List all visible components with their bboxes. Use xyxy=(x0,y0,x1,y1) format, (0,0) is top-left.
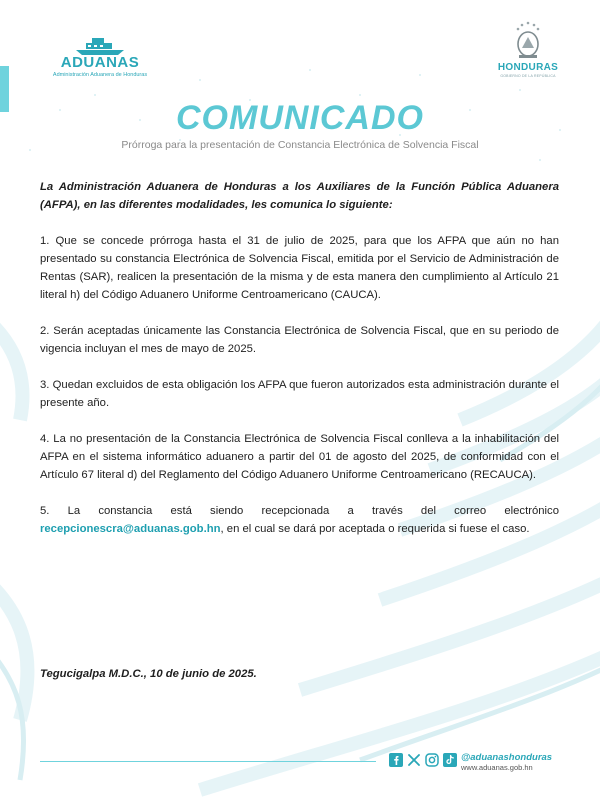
honduras-logo xyxy=(490,20,566,88)
item-3: 3. Quedan excluidos de esta obligación los AFPA que fueron autorizados esta administración durante el presente año. xyxy=(40,379,559,409)
document-subtitle: Prórroga para la presentación de Constancia Electrónica de Solvencia Fiscal xyxy=(121,139,479,151)
tiktok-icon[interactable] xyxy=(443,753,457,767)
facebook-icon[interactable] xyxy=(389,753,403,767)
intro-paragraph: La Administración Aduanera de Honduras a los Auxiliares de la Función Pública Aduanera (AFPA), en las diferentes modalidades, les comunica lo siguiente: xyxy=(40,181,559,211)
x-icon[interactable] xyxy=(407,753,421,767)
footer-divider xyxy=(40,761,376,762)
social-handle[interactable]: @aduanashonduras xyxy=(461,752,553,763)
item-5-text-before: 5. La constancia está siendo recepcionada a través del correo electrónico xyxy=(40,505,559,517)
honduras-logo-subtitle: GOBIERNO DE LA REPÚBLICA xyxy=(500,74,556,78)
aduanas-wordmark: ADUANAS xyxy=(60,54,140,71)
website-link[interactable]: www.aduanas.gob.hn xyxy=(461,763,533,772)
honduras-wordmark: HONDURAS xyxy=(497,62,559,73)
document-title: COMUNICADO xyxy=(176,99,424,137)
item-5 xyxy=(40,502,559,538)
item-1: 1. Que se concede prórroga hasta el 31 de julio de 2025, para que los AFPA que aún no han presentado su constancia Electrónica de Solvencia Fiscal, emitida por el Servicio de Administración de Rentas (SAR), realicen la presentación de la misma y de esta manera den cumplimiento al Artículo 21 literal h) del Código Aduanero Uniforme Centroamericano (CAUCA). xyxy=(40,235,559,301)
coat-of-arms-icon xyxy=(513,20,543,60)
email-link[interactable]: recepcionescra@aduanas.gob.hn xyxy=(40,523,221,535)
ship-icon xyxy=(72,36,128,56)
document-body xyxy=(40,178,559,538)
instagram-icon[interactable] xyxy=(425,753,439,767)
item-4: 4. La no presentación de la Constancia Electrónica de Solvencia Fiscal conlleva a la inhabilitación del AFPA en el sistema informático aduanero a partir del 01 de agosto del 2025, de conformidad con el Artículo 67 literal d) del Reglamento del Código Aduanero Uniforme Centroamericano (RECAUCA). xyxy=(40,433,559,481)
item-5-text-after: , en el cual se dará por aceptada o requerida si fuese el caso. xyxy=(220,523,530,535)
closing-date: Tegucigalpa M.D.C., 10 de junio de 2025. xyxy=(40,668,257,680)
item-2: 2. Serán aceptadas únicamente las Constancia Electrónica de Solvencia Fiscal, que en su periodo de vigencia incluyan el mes de mayo de 2025. xyxy=(40,325,559,355)
aduanas-logo-subtitle: Administración Aduanera de Honduras xyxy=(52,72,148,78)
aduanas-logo xyxy=(40,36,160,84)
social-icons xyxy=(389,753,457,767)
footer-contact xyxy=(461,752,552,772)
